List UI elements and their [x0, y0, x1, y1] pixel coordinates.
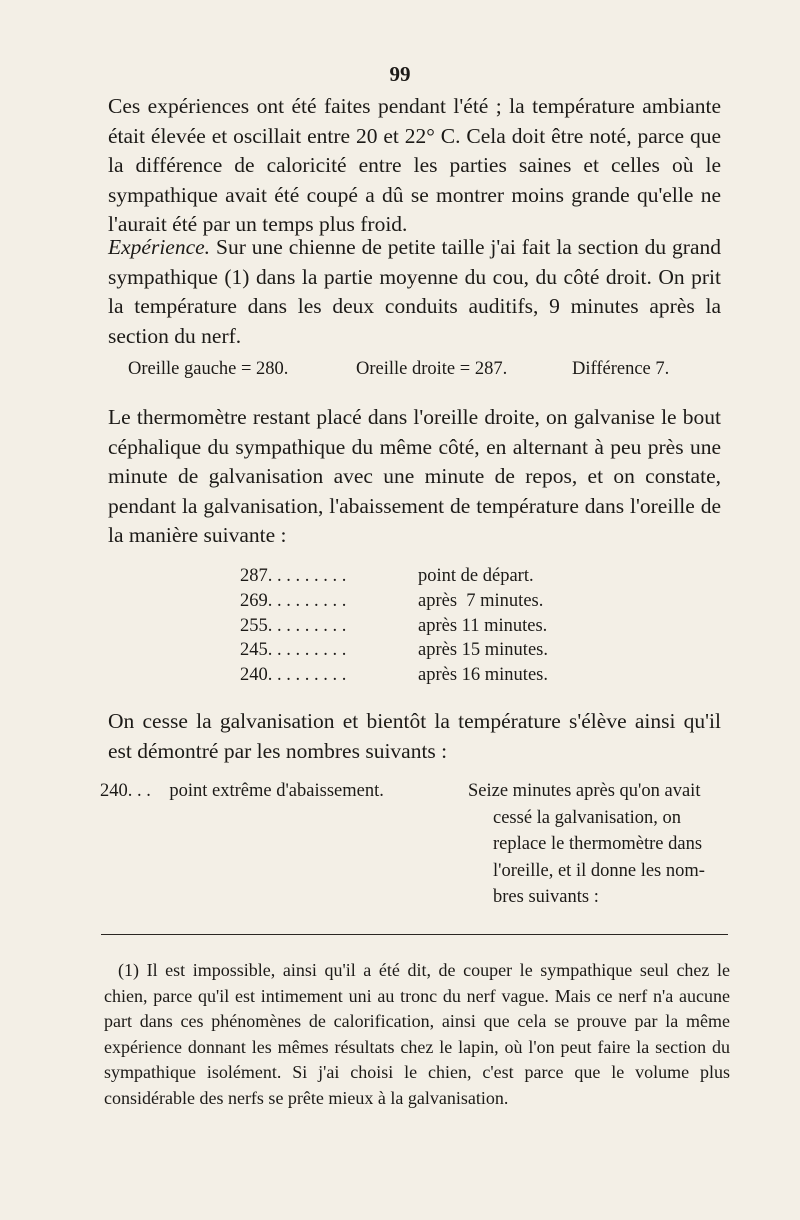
paragraph-3-text: Le thermomètre restant placé dans l'oreille droite, on galvanise le bout céphalique du sympathique du même côté, en alternant à peu près une minute de galvanisation avec une minute de repos, et on constate, pendant la galvanisation, l'abaissement de température dans l'oreille de la manière suivante :: [108, 405, 721, 547]
paragraph-galvanization: [108, 403, 721, 551]
paragraph-2-text: Sur une chienne de petite taille j'ai fait la section du grand sympathique (1) dans la partie moyenne du cou, du côté droit. On prit la température dans les deux conduits auditifs, 9 minutes après la section du nerf.: [108, 235, 721, 348]
paragraph-rise: [108, 707, 721, 766]
right-ear-measure: Oreille droite = 287.: [356, 359, 508, 379]
series-row: [240, 564, 600, 589]
series-label: après 7 minutes.: [418, 590, 544, 611]
series-label: point de départ.: [418, 566, 534, 586]
note-line: Seize minutes après qu'on avait: [468, 781, 701, 801]
series-label: après 15 minutes.: [418, 640, 548, 661]
sixteen-minutes-note: [468, 778, 728, 911]
difference-measure: Différence 7.: [572, 359, 670, 379]
series-value: 245. . . . . . . . .: [240, 640, 347, 661]
series-row: [240, 638, 600, 663]
note-line: cessé la galvanisation, on: [493, 807, 682, 828]
series-value: 255. . . . . . . . .: [240, 615, 347, 636]
paragraph-intro: [108, 92, 721, 240]
note-line: bres suivants :: [493, 887, 599, 907]
footnote: [104, 958, 730, 1111]
footnote-divider: [101, 934, 728, 935]
series-label: après 11 minutes.: [418, 615, 548, 636]
extreme-point-text: 240. . . point extrême d'abaissement.: [100, 781, 384, 801]
footnote-text: (1) Il est impossible, ainsi qu'il a été dit, de couper le sympathique seul chez le chien, parce qu'il est intimement uni au tronc du nerf vague. Mais ce nerf n'a aucune part dans ces phénomènes de calorification, ainsi que cela se prouve par la même expérience donnant les mêmes résultats chez le lapin, où l'on peut faire la section du sympathique isolément. Si j'ai choisi le chien, c'est parce que le volume plus considérable des nerfs se prête mieux à la galvanisation.: [104, 960, 730, 1108]
temperature-series: [240, 564, 600, 688]
note-line: l'oreille, et il donne les nom-: [493, 860, 705, 881]
series-value: 287. . . . . . . . .: [240, 566, 347, 586]
note-line: replace le thermomètre dans: [493, 834, 703, 854]
page-number: 99: [389, 62, 411, 86]
paragraph-experience: [108, 233, 721, 351]
series-row: [240, 614, 600, 639]
series-value: 269. . . . . . . . .: [240, 590, 347, 611]
paragraph-4-text: On cesse la galvanisation et bientôt la température s'élève ainsi qu'il est démontré par les nombres suivants :: [108, 709, 721, 763]
left-ear-measure: Oreille gauche = 280.: [128, 359, 289, 379]
series-row: [240, 589, 600, 614]
experience-label: Expérience.: [108, 235, 211, 259]
series-row: [240, 663, 600, 688]
series-value: 240. . . . . . . . .: [240, 665, 347, 686]
paragraph-1-text: Ces expériences ont été faites pendant l'été ; la température ambiante était élevée et oscillait entre 20 et 22° C. Cela doit être noté, parce que la différence de caloricité entre les parties saines et celles où le sympathique avait été coupé a dû se montrer moins grande qu'elle ne l'aurait été par un temps plus froid.: [108, 94, 721, 236]
series-label: après 16 minutes.: [418, 665, 548, 686]
